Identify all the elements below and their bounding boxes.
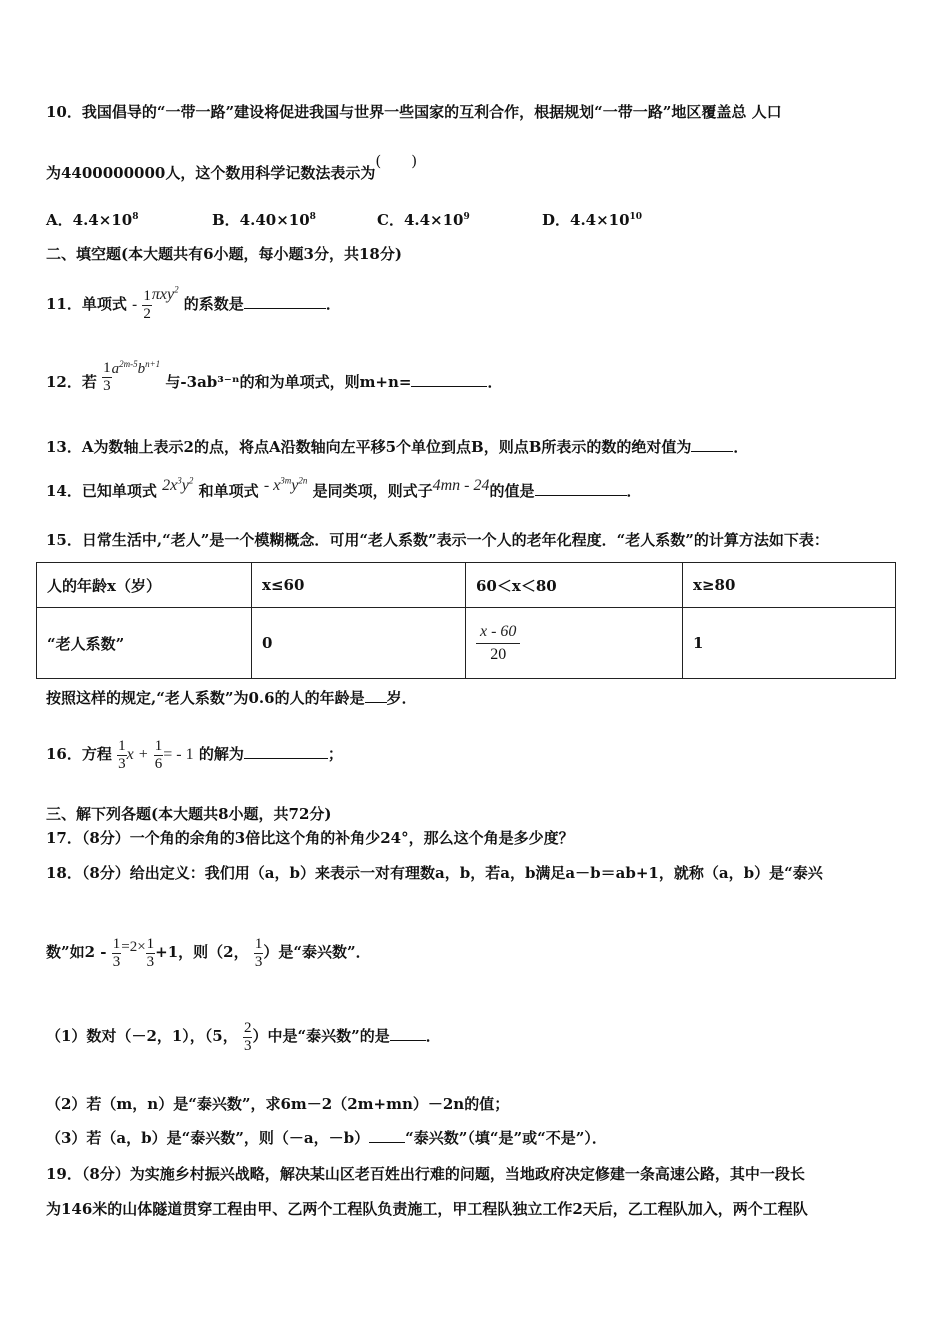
age-coefficient-table [36,562,896,679]
q15-text: 15．日常生活中,“老人”是一个模糊概念．可用“老人系数”表示一个人的老年化程度．“老人系数”的计算方法如下表： [46,531,829,549]
q19-line1: 19．（8分）为实施乡村振兴战略，解决某山区老百姓出行难的问题，当地政府决定修建一条高速公路，其中一段长 [46,1165,805,1183]
option-d[interactable]: D．$4.4\times 10^{10}$ [542,211,643,229]
table-cell: 0 [252,608,466,679]
q10-line2-text: 为4400000000人，这个数用科学记数法表示为 [46,164,376,182]
section-2-heading: 二、填空题(本大题共有6小题，每小题3分，共18分) [46,245,402,263]
table-cell [466,608,683,679]
q12-answer-blank[interactable] [411,372,487,387]
q16-fraction-2: $\frac{1}{6}$ [154,737,163,772]
q18-fraction-3: $\frac{1}{3}$ [254,935,263,970]
q13: 13．A为数轴上表示2的点，将点A沿数轴向左平移5个单位到点B，则点B所表示的数的绝对值为 ． [46,438,749,456]
q11-fraction: $\frac{1}{2}$ [143,287,151,322]
table-cell: 1 [683,608,896,679]
table-row [37,608,896,679]
q12-fraction: $\frac{1}{3}$ [103,359,111,394]
table-header-cell: 60＜x＜80 [466,563,683,608]
section-3-heading: 三、解下列各题(本大题共8小题，共72分) [46,805,332,823]
q17: 17．（8分）一个角的余角的3倍比这个角的补角少24°，那么这个角是多少度？ [46,829,574,847]
option-b[interactable]: B．$4.40\times 10^8$ [212,211,316,229]
option-c[interactable]: C．$4.4\times 10^9$ [377,211,470,229]
table-header-cell: 人的年龄x（岁） [37,563,252,608]
q16-answer-blank[interactable] [244,744,328,759]
answer-paren: ( ) [375,152,418,170]
q15-answer-blank[interactable] [365,688,387,703]
q18-part3: （3）若（a，b）是“泰兴数”，则（－a，－b） “泰兴数”（填“是”或“不是”）． [46,1129,607,1147]
q16-fraction-1: $\frac{1}{3}$ [118,737,126,772]
q18-fraction-2: $\frac{1}{3}$ [146,935,155,970]
q18-part1: （1）数对（－2，1），（5， $\frac{2}{3}$ ）中是“泰兴数”的是 ． [46,1019,441,1054]
q19-line2: 为146米的山体隧道贯穿工程由甲、乙两个工程队负责施工，甲工程队独立工作2天后，乙工程队加入，两个工程队 [46,1200,808,1218]
table-header-cell: x≥80 [683,563,896,608]
q13-answer-blank[interactable] [691,437,733,452]
q18-part1-blank[interactable] [390,1026,426,1041]
table-header-cell: x≤60 [252,563,466,608]
q14: 14．已知单项式 $2x^3y^2$ 和单项式 - $x^{3m}y^{2n}$ 是同类项，则式子4mn - 24的值是 ． [46,475,642,500]
q10-line1: 10．我国倡导的“一带一路”建设将促进我国与世界一些国家的互利合作，根据规划“一带一路”地区覆盖总 人口 [46,103,782,121]
q14-answer-blank[interactable] [535,481,627,496]
q16: 16．方程 $\frac{1}{3}$ x + $\frac{1}{6}$ = - 1 的解为 ； [46,737,343,772]
option-a[interactable]: A．$4.4\times 10^8$ [46,211,139,229]
q18-part3-blank[interactable] [369,1128,405,1143]
q11: 11．单项式 - $\frac{1}{2}$ πxy$^2$ 的系数是 ． [46,284,341,322]
q10-line2 [46,152,418,183]
q18-part2: （2）若（m，n）是“泰兴数”，求6m－2（2m+mn）－2n的值； [46,1095,510,1113]
table-cell: “老人系数” [37,608,252,679]
q18-fraction-1: $\frac{1}{3}$ [112,935,121,970]
q12: 12．若 $\frac{1}{3}$ $a^{2m-5}b^{n+1}$ 与-3ab³⁻ⁿ的和为单项式，则m+n= ． [46,359,503,394]
q11-answer-blank[interactable] [244,294,326,309]
q18-line2: 数”如2 - $\frac{1}{3}$ =2× $\frac{1}{3}$ +1，则（2， $\frac{1}{3}$ ）是“泰兴数”． [46,935,371,970]
q15-after: 按照这样的规定,“老人系数”为0.6的人的年龄是 岁． [46,689,417,707]
coefficient-fraction: $\frac{x - 60}{20}$ [476,621,520,666]
q18-line1: 18．（8分）给出定义：我们用（a，b）来表示一对有理数a，b，若a，b满足a－b＝ab+1，就称（a，b）是“泰兴 [46,864,823,882]
q18-part1-fraction: $\frac{2}{3}$ [243,1019,252,1054]
table-row [37,563,896,608]
